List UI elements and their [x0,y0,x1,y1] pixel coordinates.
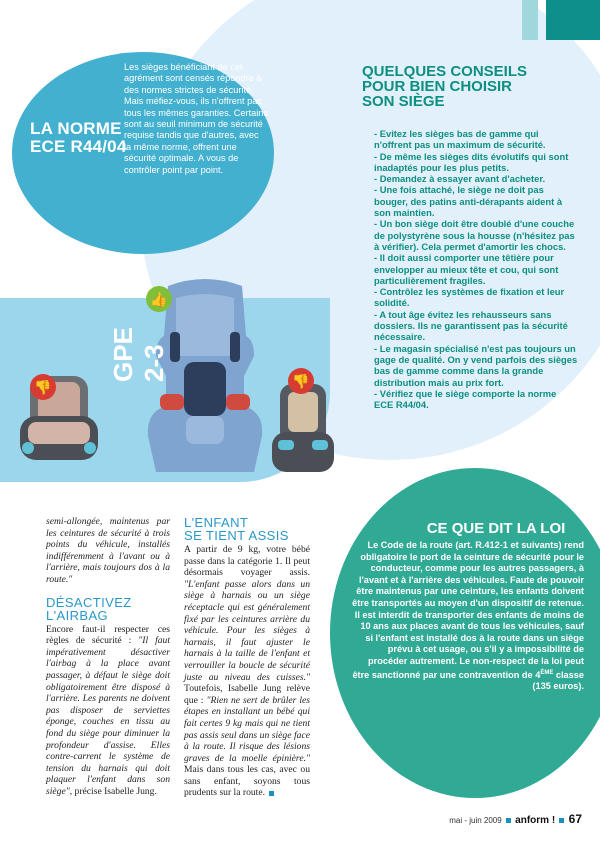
airbag-quote: "Il faut impérativement désactiver l'airbag à la place avant passager, à défaut le siège doit obligatoirement être disposé à l'arrière. Les parents ne doivent pas disposer de serviettes éponge, couches en tissu au fond du siège pour diminuer la profondeur d'assise. Elles contre-carrent le système de tension du harnais qui doit plaquer l'enfant dans son siège" [46,635,170,797]
column-1 [46,516,170,797]
conseils-title-line-1: QUELQUES CONSEILS [362,63,528,80]
conseils-title [362,64,562,109]
airbag-title-line-2: L'AIRBAG [46,607,109,623]
booster-seat-left-image [16,368,102,466]
corner-tab-light [522,0,538,40]
enfant-quote-2: "Rien ne sert de brûler les étapes en installant un bébé qui fait certes 9 kg mais qui ne tient pas assis seul dans un siège face à la route. Il risque des lésions graves de la moelle épinière." [184,694,310,764]
airbag-title-line-1: DÉSACTIVEZ [46,594,132,610]
enfant-title-line-2: SE TIENT ASSIS [184,528,289,543]
conseil-item: - Un bon siège doit être doublé d'une couche de polystyrène sous la housse (n'hésitez pas à vérifier). Cela permet d'amortir les chocs. [374,218,575,252]
column-2 [184,516,310,799]
footer-square-icon [506,818,511,823]
conseils-title-line-2: POUR BIEN CHOISIR [362,78,513,95]
enfant-text-2: Toutefois, Isabelle Jung relève que : [184,683,310,706]
conseil-item: - De même les sièges dits évolutifs qui sont inadaptés pour les plus petits. [374,150,569,173]
airbag-title [46,596,170,622]
norme-text: Les sièges bénéficiant de cet agrément sont censés répondre à des normes strictes de sécurité. Mais méfiez-vous, ils n'offrent pas tous les mêmes garanties. Certains sont au seuil minimum de sécurité requise tandis que d'autres, avec la même norme, offrent une sécurité optimale. A vous de contrôler point par point. [124,62,268,175]
loi-text-sup: ÈME [540,669,554,676]
end-square-icon [269,791,274,796]
conseil-item: - Evitez les sièges bas de gamme qui n'offrent pas un maximum de sécurité. [374,128,546,151]
corner-tab-teal [546,0,600,40]
conseil-item: - Il doit aussi comporter une têtière pour envelopper au mieux tête et cou, qui sont particulièrement fragiles. [374,252,559,286]
thumb-down-icon: 👎 [30,374,56,400]
airbag-text-a: Encore faut-il respecter ces règles de sécurité : [46,623,170,647]
footer-square-icon [559,818,564,823]
group-label: GPE 2-3 [108,327,169,382]
loi-title: CE QUE DIT LA LOI [426,520,566,537]
enfant-title-line-1: L'ENFANT [184,515,249,530]
conseils-list [374,128,578,410]
enfant-quote-1: "L'enfant passe alors dans un siège à harnais ou un siège réceptacle qui est généralement fixé par les ceintures arrière du véhicule. Pour les sièges à harnais, il faut ajuster le harnais à la taille de l'enfant et verrouiller la boucle de sécurité juste au niveau des cuisses." [184,578,310,683]
enfant-paragraph [184,544,310,799]
booster-seat-right-image [270,380,336,476]
conseil-item: - Contrôlez les systèmes de fixation et leur solidité. [374,286,565,309]
page-number: 67 [568,812,582,826]
conseil-item: - Le magasin spécialisé n'est pas toujours un gage de qualité. On y vend parfois des sièges bas de gamme comme dans la grande distribution mais au prix fort. [374,342,578,388]
enfant-text-1: A partir de 9 kg, votre bébé passe dans la catégorie 1. Il peut désormais voyager assis. [184,544,310,579]
enfant-title [184,516,310,542]
norme-title: LA NORME ECE R44/04 [30,119,127,156]
col1-intro: semi-allongée, maintenus par les ceintures de sécurité à trois points du véhicule, installés indifféremment à l'avant ou à l'arrière, mais toujours dos à la route." [46,516,170,585]
enfant-text-3: Mais dans tous les cas, avec ou sans enfant, soyons tous prudents sur la route. [184,764,310,799]
thumb-down-icon: 👎 [288,368,314,394]
footer-brand: anform ! [515,815,556,826]
loi-text-a: Le Code de la route (art. R.412-1 et suivants) rend obligatoire le port de la ceinture de sécurité pour le conducteur, comme pour les autres passagers, à l'avant et à l'arrière des véhicules. Faute de pouvoir être maintenus par une ceinture, les enfants doivent être transportés au moyen d'un dispositif de retenue. Il est interdit de transporter des enfants de moins de 10 ans aux places avant de tous les véhicules, sauf si l'enfant est installé dos à la route dans un siège prévu à cet usage, ou s'il y a impossibilité de procéder autrement. Le non-respect de la loi peut être sanctionné par une contravention de 4 [352,540,584,680]
loi-text [352,540,584,693]
footer-date: mai - juin 2009 [449,816,502,825]
conseil-item: - Une fois attaché, le siège ne doit pas bouger, des patins anti-dérapants aident à son maintien. [374,184,563,219]
footer [392,812,582,826]
conseil-item: - Demandez à essayer avant d'acheter. [374,173,546,185]
thumb-up-icon: 👍 [146,286,172,312]
conseil-item: - Vérifiez que le siège comporte la norme ECE R44/04. [374,387,557,411]
airbag-paragraph [46,624,170,798]
loi-text-b: classe (135 euros). [532,669,584,692]
conseil-item: - A tout âge évitez les rehausseurs sans dossiers. Ils ne garantissent pas la sécurité nécessaire. [374,308,568,343]
airbag-text-b: , précise Isabelle Jung. [69,785,157,797]
conseils-title-line-3: SON SIÈGE [362,93,445,110]
